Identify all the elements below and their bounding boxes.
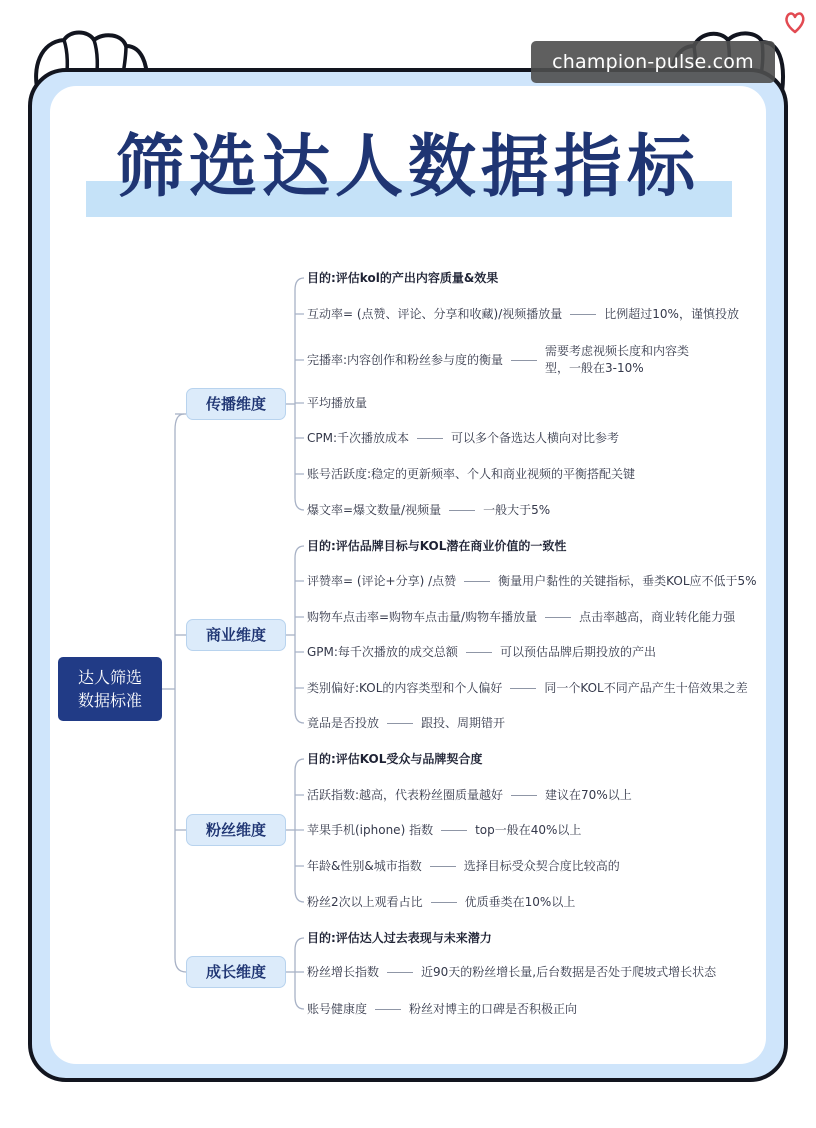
metric-text: 购物车点击率=购物车点击量/购物车播放量 [307, 610, 538, 624]
divider [431, 902, 457, 903]
metric-text: 账号健康度 [307, 1002, 368, 1016]
metric-note: 粉丝对博主的口碑是否积极正向 [409, 1002, 578, 1016]
metric-item [307, 609, 735, 625]
metric-item [307, 822, 581, 838]
metric-note: 点击率越高，商业转化能力强 [579, 610, 736, 624]
divider [441, 830, 467, 831]
metric-text: 评赞率= (评论+分享) /点赞 [307, 574, 457, 588]
dimension-growth: 成长维度 [186, 956, 286, 988]
metric-text: 竟品是否投放 [307, 716, 380, 730]
divider [510, 688, 536, 689]
metric-note: 一般大于5% [483, 503, 551, 517]
divider [430, 866, 456, 867]
divider [387, 972, 413, 973]
metric-note: 选择目标受众契合度比较高的 [463, 859, 620, 873]
metric-text: 活跃指数:越高，代表粉丝圈质量越好 [307, 788, 504, 802]
metric-item: 账号活跃度:稳定的更新频率、个人和商业视频的平衡搭配关键 [307, 467, 636, 481]
root-label-line1: 达人筛选 [77, 668, 142, 687]
dimension-fans: 粉丝维度 [186, 814, 286, 846]
metric-note: 需要考虑视频长度和内容类型，一般在3-10% [545, 344, 690, 375]
metric-note: 跟投、周期错开 [421, 716, 506, 730]
divider [387, 723, 413, 724]
metric-text: 粉丝增长指数 [307, 965, 380, 979]
metric-item: 目的:评估kol的产出内容质量&效果 [307, 271, 499, 285]
metric-note: 比例超过10%，谨慎投放 [604, 307, 739, 321]
metric-text: 类别偏好:KOL的内容类型和个人偏好 [307, 681, 503, 695]
metric-item [307, 1001, 577, 1017]
metric-item: 目的:评估达人过去表现与未来潜力 [307, 931, 492, 945]
metric-note: 可以多个备选达人横向对比参考 [451, 431, 620, 445]
divider [464, 581, 490, 582]
root-label-line2: 数据标准 [77, 691, 142, 710]
metric-text: 年龄&性别&城市指数 [307, 859, 422, 873]
metric-item [307, 715, 505, 731]
dimension-spread: 传播维度 [186, 388, 286, 420]
divider [511, 360, 537, 361]
divider [466, 652, 492, 653]
root-node [58, 657, 162, 721]
divider [570, 314, 596, 315]
metric-note: 同一个KOL不同产品产生十倍效果之差 [544, 681, 748, 695]
metric-item: 目的:评估品牌目标与KOL潜在商业价值的一致性 [307, 539, 567, 553]
metric-item: 目的:评估KOL受众与品牌契合度 [307, 752, 483, 766]
metric-item: 平均播放量 [307, 396, 368, 410]
metric-item [307, 680, 748, 696]
divider [417, 438, 443, 439]
metric-text: 完播率:内容创作和粉丝参与度的衡量 [307, 353, 504, 367]
divider [375, 1009, 401, 1010]
metric-item [307, 858, 620, 874]
metric-note: 衡量用户黏性的关键指标，垂类KOL应不低于5% [498, 574, 757, 588]
metric-item [307, 787, 632, 803]
divider [511, 795, 537, 796]
watermark: champion-pulse.com [531, 41, 775, 83]
metric-note: 建议在70%以上 [545, 788, 632, 802]
metric-note: top一般在40%以上 [475, 823, 582, 837]
metric-text: 苹果手机(iphone) 指数 [307, 823, 434, 837]
metric-item [307, 964, 716, 980]
metric-item [307, 894, 575, 910]
divider [545, 617, 571, 618]
metric-note: 可以预估品牌后期投放的产出 [499, 645, 656, 659]
dimension-commerce: 商业维度 [186, 619, 286, 651]
metric-item [307, 573, 757, 589]
metric-item [307, 306, 739, 322]
metric-item [307, 343, 695, 377]
metric-note: 近90天的粉丝增长量,后台数据是否处于爬坡式增长状态 [421, 965, 717, 979]
metric-text: 互动率= (点赞、评论、分享和收藏)/视频播放量 [307, 307, 563, 321]
metric-text: GPM:每千次播放的成交总额 [307, 645, 458, 659]
metric-text: 粉丝2次以上观看占比 [307, 895, 423, 909]
metric-text: 爆文率=爆文数量/视频量 [307, 503, 442, 517]
metric-item [307, 430, 619, 446]
page-title: 筛选达人数据指标 [115, 128, 700, 207]
metric-note: 优质垂类在10%以上 [464, 895, 576, 909]
divider [449, 510, 475, 511]
metric-item [307, 502, 550, 518]
metric-item [307, 644, 656, 660]
metric-text: CPM:千次播放成本 [307, 431, 410, 445]
